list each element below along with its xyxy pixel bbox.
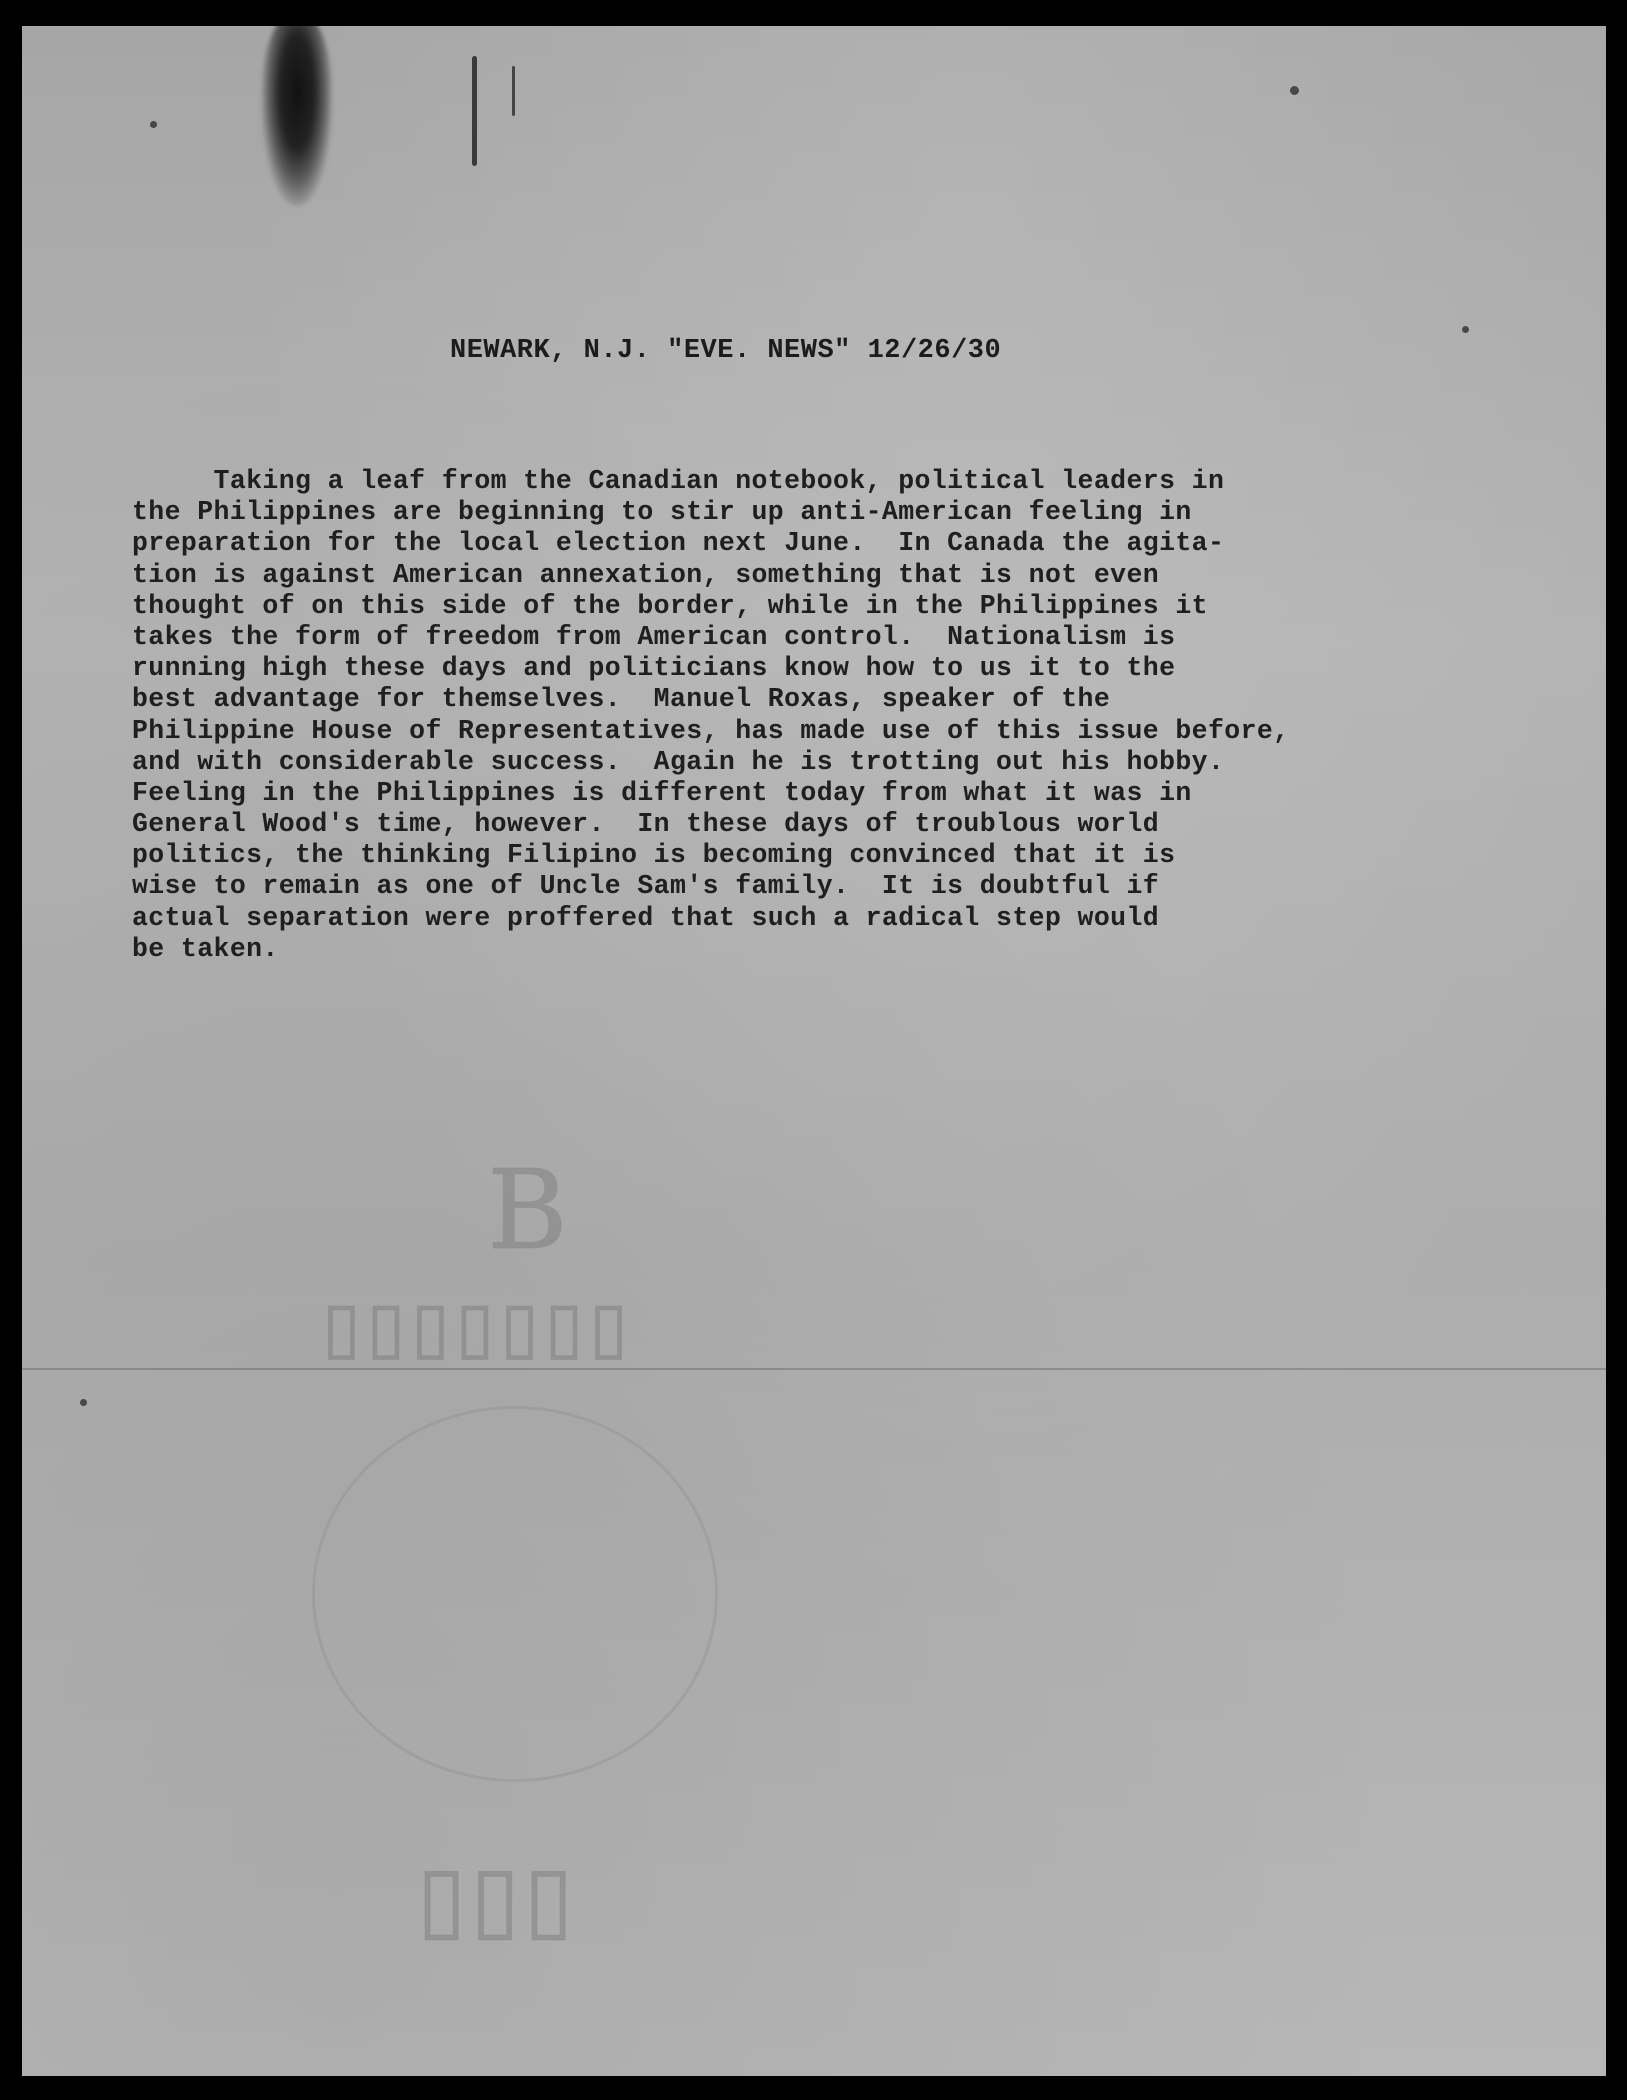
body-line: Taking a leaf from the Canadian notebook, political leaders in <box>132 466 1225 496</box>
body-line: and with considerable success. Again he is trotting out his hobby. <box>132 746 1225 777</box>
body-line: tion is against American annexation, something that is not even <box>132 559 1160 590</box>
body-line: wise to remain as one of Uncle Sam's family. It is doubtful if <box>132 871 1160 902</box>
paper-sheet <box>22 26 1606 2076</box>
speck-mark <box>1462 326 1469 333</box>
body-line: Philippine House of Representatives, has made use of this issue before, <box>132 715 1290 746</box>
body-line: be taken. <box>132 933 279 964</box>
body-line: General Wood's time, however. In these days of troublous world <box>132 809 1160 840</box>
body-line: preparation for the local election next June. In Canada the agita- <box>132 528 1225 559</box>
body-line: takes the form of freedom from American control. Nationalism is <box>132 621 1176 652</box>
speck-mark <box>150 121 157 128</box>
bleed-through-mark: B <box>487 1146 568 1274</box>
bleed-through-mark: ▯▯▯▯▯▯▯ <box>322 1286 634 1368</box>
pin-hole-mark <box>472 56 477 166</box>
pin-hole-mark-secondary <box>512 66 515 116</box>
ink-smudge-mark <box>262 26 332 206</box>
body-line: politics, the thinking Filipino is becoming convinced that it is <box>132 840 1176 871</box>
body-line: the Philippines are beginning to stir up anti-American feeling in <box>132 497 1192 528</box>
body-line: thought of on this side of the border, while in the Philippines it <box>132 590 1208 621</box>
bleed-through-stamp-circle <box>312 1406 718 1782</box>
article-body <box>132 466 1512 965</box>
body-line: running high these days and politicians know how to us it to the <box>132 653 1176 684</box>
bleed-through-mark: ▯▯▯ <box>417 1846 578 1951</box>
clipping-source-header: NEWARK, N.J. "EVE. NEWS" 12/26/30 <box>450 336 1002 366</box>
body-line: best advantage for themselves. Manuel Roxas, speaker of the <box>132 684 1111 715</box>
fold-line <box>22 1368 1606 1370</box>
body-line: Feeling in the Philippines is different today from what it was in <box>132 777 1192 808</box>
body-line: actual separation were proffered that such a radical step would <box>132 902 1160 933</box>
speck-mark <box>80 1399 87 1406</box>
speck-mark <box>1290 86 1299 95</box>
